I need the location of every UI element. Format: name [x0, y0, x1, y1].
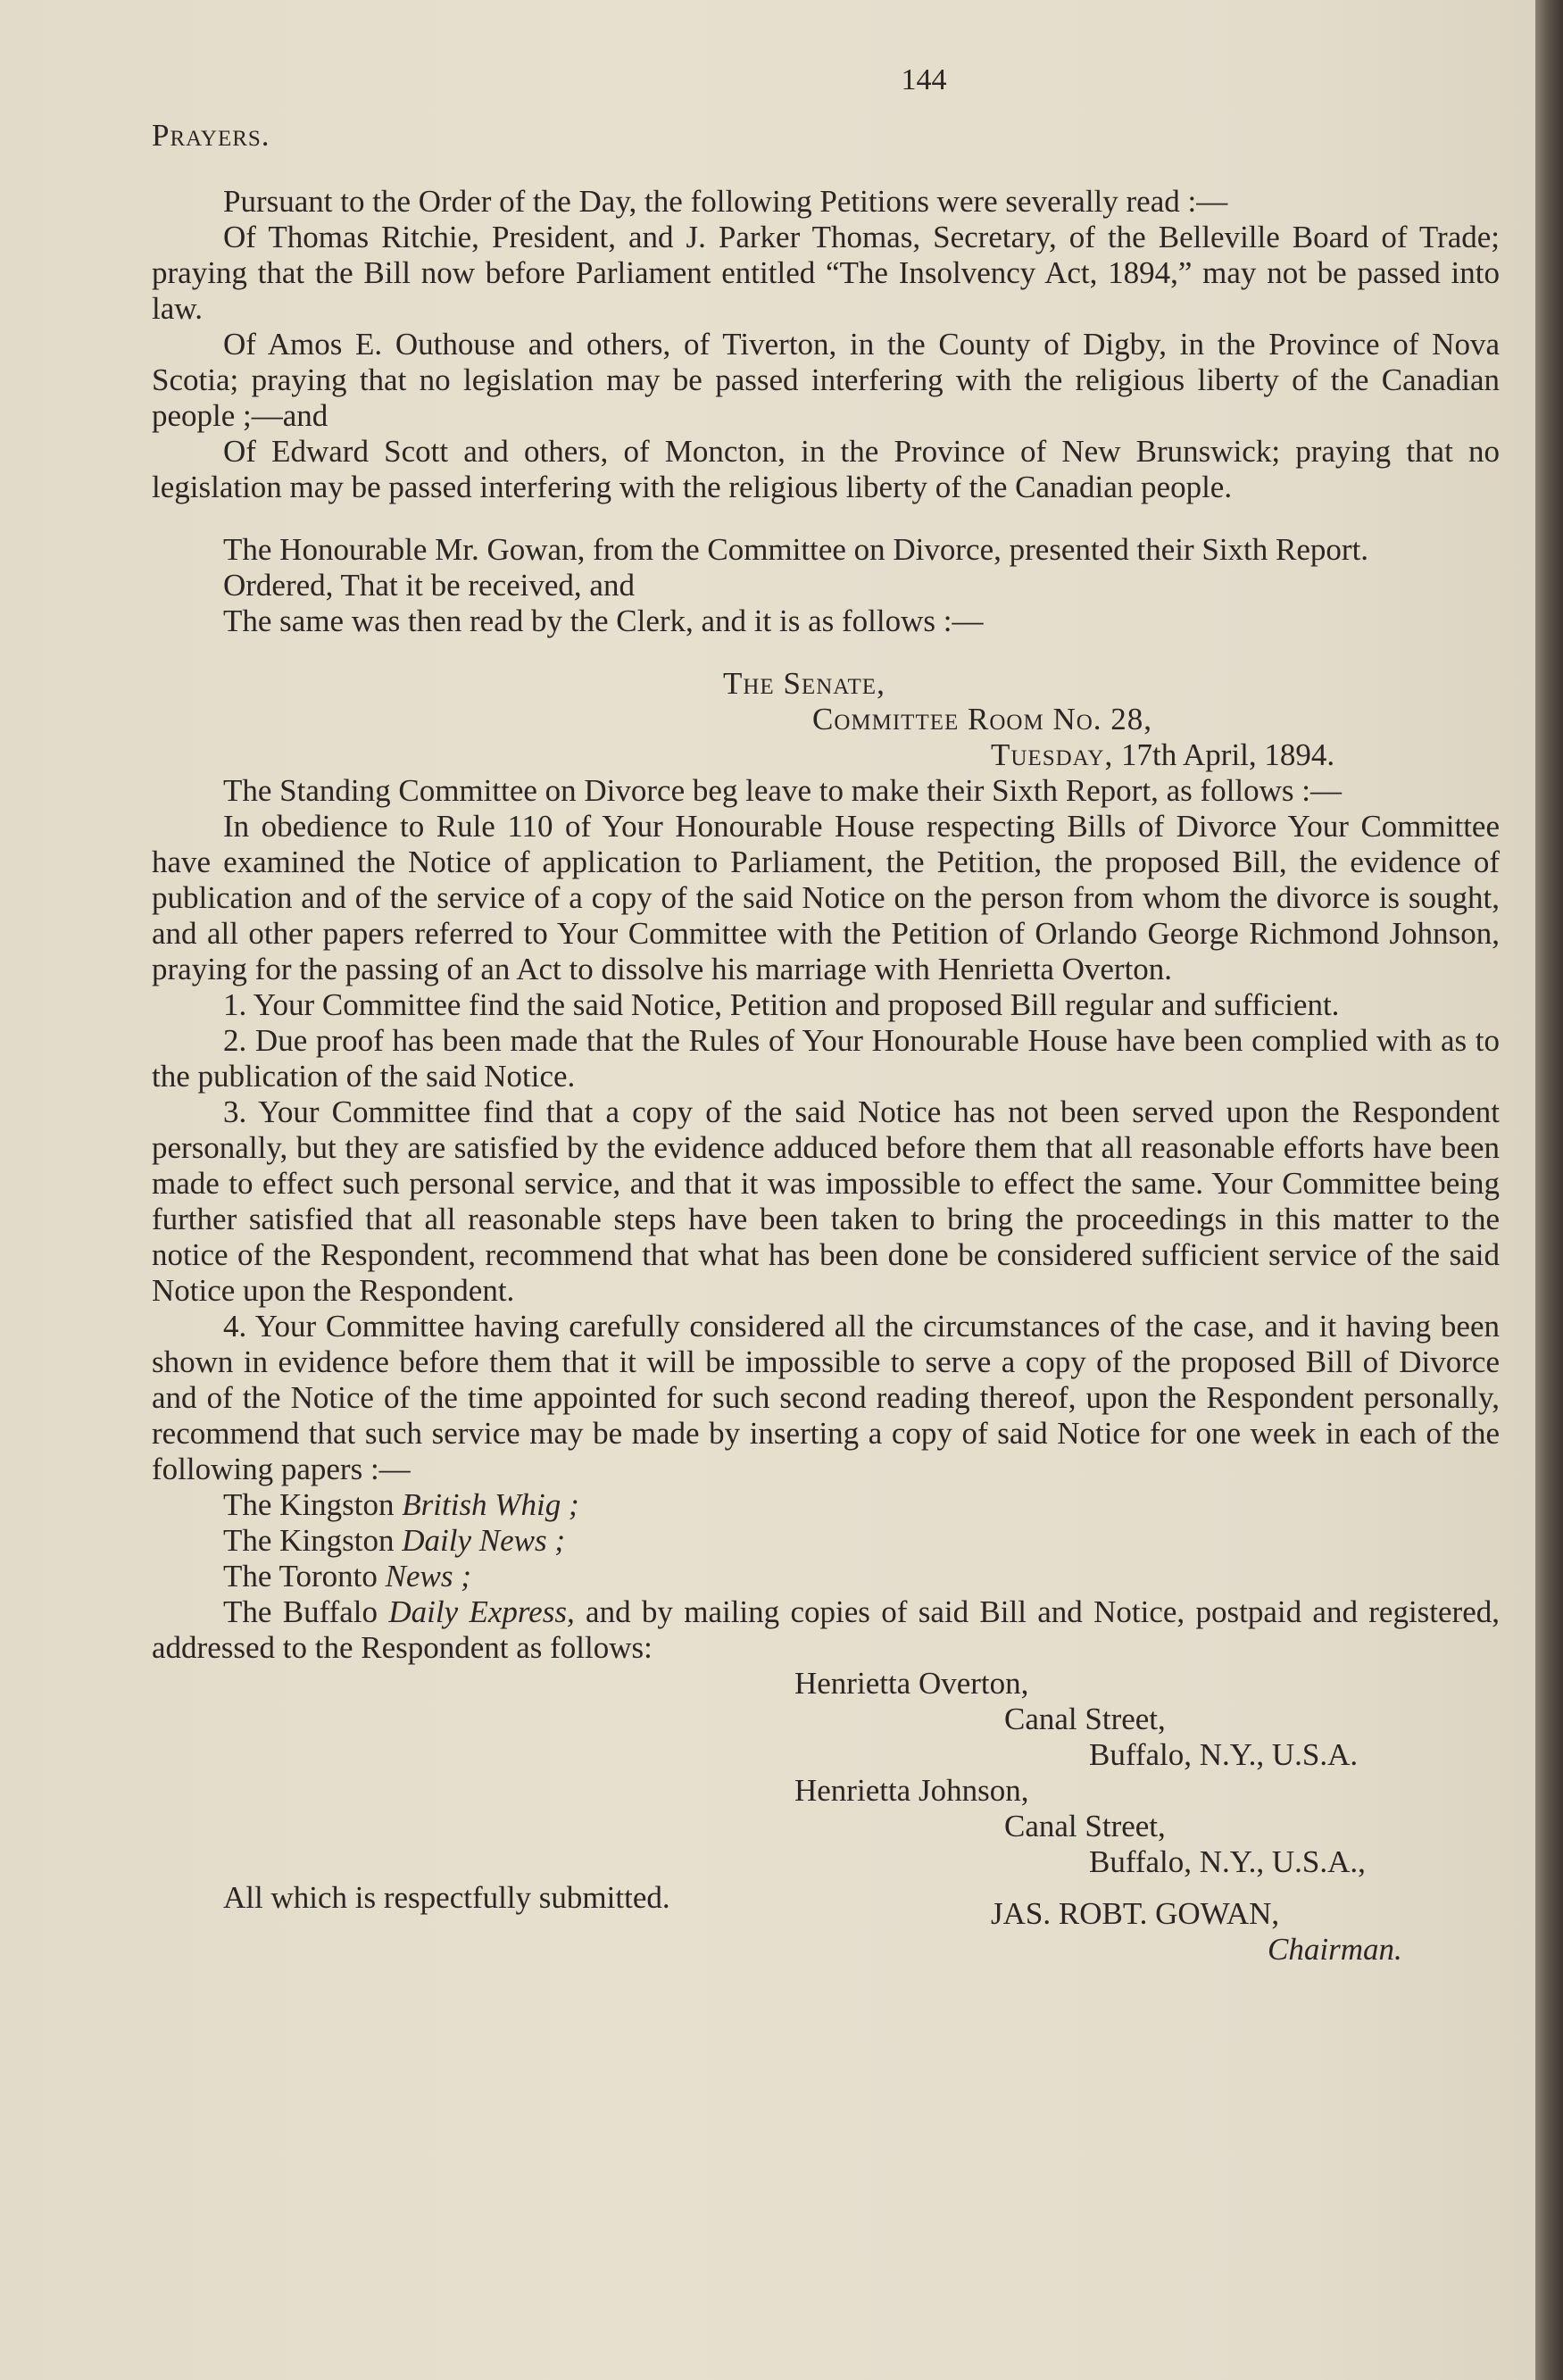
petition-outhouse: Of Amos E. Outhouse and others, of Tiverton, in the County of Digby, in the Province of Nova Scotia; praying that no legislation may be passed interfering with the religious liberty of the Canadian people ;—and	[152, 327, 1500, 433]
signature-row	[152, 1880, 1500, 1931]
chairman-label: Chairman.	[1268, 1932, 1402, 1967]
newspaper-2-title: Daily News ;	[402, 1523, 566, 1558]
mailing-instructions: and by mailing copies of said Bill and Notice, postpaid and registered, addressed to the Respondent as follows:	[152, 1594, 1501, 1665]
address-2-city: Buffalo, N.Y., U.S.A.,	[1089, 1844, 1366, 1879]
newspaper-3-city: The Toronto	[223, 1559, 386, 1594]
page-text	[152, 62, 1500, 1968]
newspaper-3-title: News ;	[385, 1559, 471, 1594]
address-1-city: Buffalo, N.Y., U.S.A.	[1089, 1737, 1359, 1772]
report-header-senate: The Senate,	[723, 666, 885, 701]
read-by-clerk: The same was then read by the Clerk, and it is as follows :—	[223, 603, 984, 638]
address-1-name: Henrietta Overton,	[794, 1666, 1029, 1701]
report-header-room: Committee Room No. 28,	[812, 702, 1153, 736]
report-item-2: 2. Due proof has been made that the Rules of Your Honourable House have been complied with as to the publication of the said Notice.	[152, 1023, 1500, 1094]
report-item-4: 4. Your Committee having carefully considered all the circumstances of the case, and it having been shown in evidence before them that it will be impossible to serve a copy of the proposed Bill of Divorce and of the Notice of the time appointed for such second reading thereof, upon the Respondent personally, recommend that such service may be made by inserting a copy of said Notice for one week in each of the following papers :—	[152, 1309, 1500, 1486]
newspaper-1-city: The Kingston	[223, 1487, 403, 1522]
report-body: In obedience to Rule 110 of Your Honourable House respecting Bills of Divorce Your Committee have examined the Notice of application to Parliament, the Petition, the proposed Bill, the evidence of publication and of the service of a copy of the said Notice on the person from whom the divorce is sought, and all other papers referred to Your Committee with the Petition of Orlando George Richmond Johnson, praying for the passing of an Act to dissolve his marriage with Henrietta Overton.	[152, 809, 1500, 986]
section-heading: Prayers.	[152, 118, 270, 153]
report-header-date	[152, 737, 1500, 773]
petition-ritchie: Of Thomas Ritchie, President, and J. Parker Thomas, Secretary, of the Belleville Board of Trade; praying that the Bill now before Parliament entitled “The Insolvency Act, 1894,” may not be passed into law.	[152, 220, 1500, 326]
signature-title	[152, 1932, 1500, 1968]
report-presented: The Honourable Mr. Gowan, from the Committee on Divorce, presented their Sixth Report.	[223, 532, 1369, 567]
newspaper-2	[152, 1523, 1500, 1559]
signature-name: JAS. ROBT. GOWAN,	[991, 1896, 1280, 1931]
newspaper-4-city: The Buffalo	[223, 1594, 389, 1629]
petition-scott: Of Edward Scott and others, of Moncton, in the Province of New Brunswick; praying that no legislation may be passed interfering with the religious liberty of the Canadian people.	[152, 434, 1500, 504]
book-spine-edge	[1535, 0, 1563, 2380]
ordered-received: Ordered, That it be received, and	[223, 568, 635, 603]
address-2-street: Canal Street,	[1004, 1809, 1166, 1843]
petitions-intro: Pursuant to the Order of the Day, the following Petitions were severally read :—	[223, 184, 1228, 219]
newspaper-4	[152, 1594, 1500, 1666]
address-2-name: Henrietta Johnson,	[794, 1773, 1029, 1808]
report-date: 17th April, 1894.	[1113, 737, 1335, 772]
report-day: Tuesday,	[991, 737, 1114, 772]
newspaper-1-title: British Whig ;	[402, 1487, 579, 1522]
submitted-line: All which is respectfully submitted.	[223, 1880, 670, 1915]
report-item-1: 1. Your Committee find the said Notice, Petition and proposed Bill regular and sufficient.	[223, 987, 1340, 1022]
newspaper-3	[152, 1559, 1500, 1594]
newspaper-4-title: Daily Express,	[388, 1594, 575, 1629]
address-1-street: Canal Street,	[1004, 1702, 1166, 1736]
newspaper-1	[152, 1487, 1500, 1523]
report-intro: The Standing Committee on Divorce beg leave to make their Sixth Report, as follows :—	[223, 773, 1342, 808]
page-number: 144	[901, 63, 947, 96]
report-item-3: 3. Your Committee find that a copy of the said Notice has not been served upon the Respondent personally, but they are satisfied by the evidence adduced before them that all reasonable efforts have been made to effect such personal service, and that it was impossible to effect the same. Your Committee being further satisfied that all reasonable steps have been taken to bring the proceedings in this matter to the notice of the Respondent, recommend that what has been done be considered sufficient service of the said Notice upon the Respondent.	[152, 1094, 1500, 1308]
newspaper-2-city: The Kingston	[223, 1523, 403, 1558]
